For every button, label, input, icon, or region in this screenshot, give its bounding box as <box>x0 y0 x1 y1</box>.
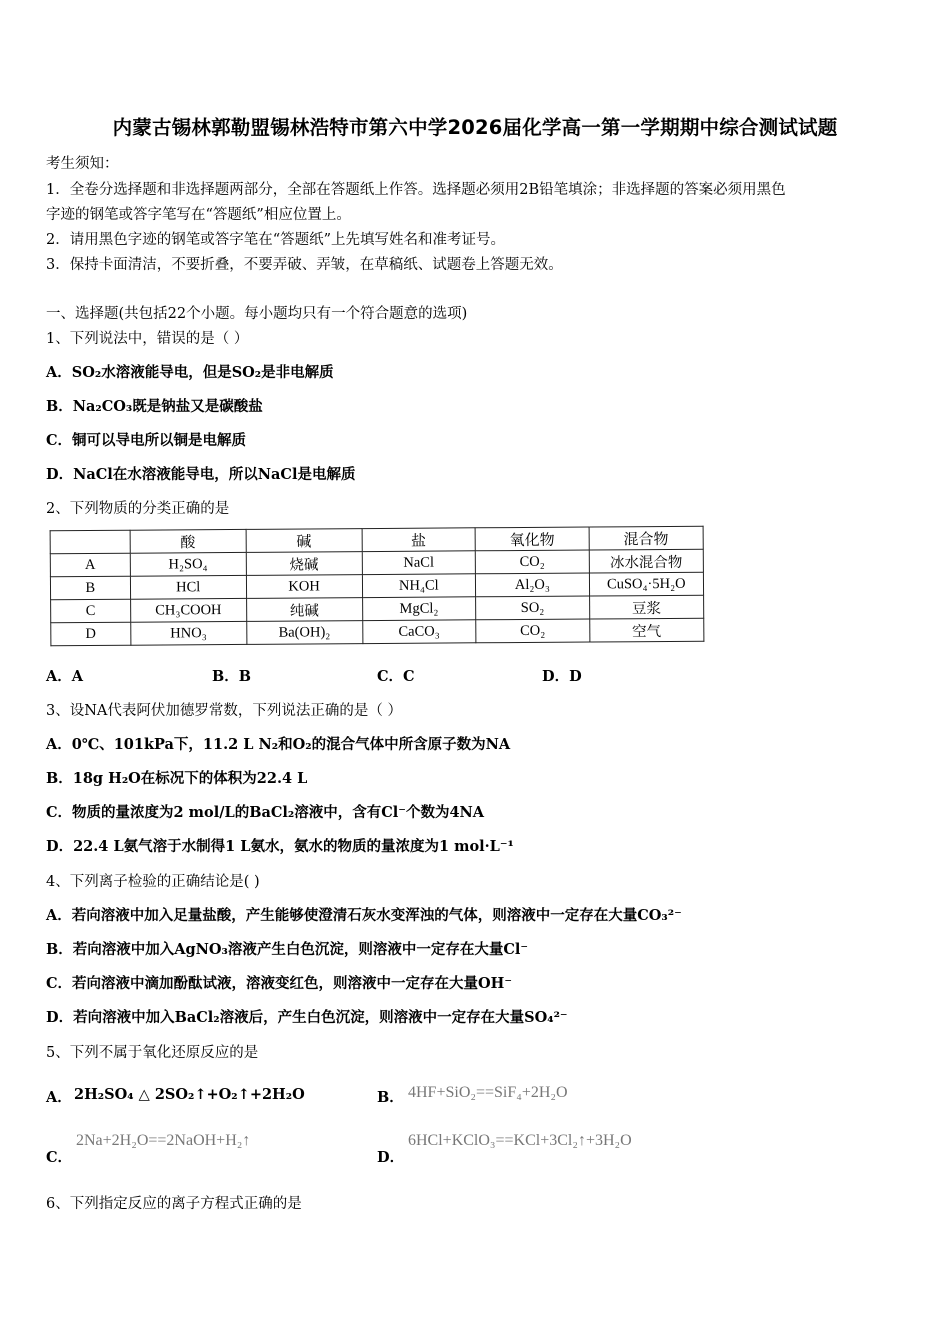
table-cell: CuSO₄·5H₂O <box>589 572 704 596</box>
table-cell: KOH <box>246 575 362 599</box>
q3-option-c: C．物质的量浓度为2 mol/L的BaCl₂溶液中，含有Cl⁻个数为4NA <box>46 804 485 821</box>
q5-options-row2 <box>46 1132 746 1168</box>
table-header-cell: 酸 <box>130 529 246 553</box>
q5-option-b: 4HF+SiO₂==SiF₄+2H₂O <box>408 1084 568 1101</box>
notice-item-1b: 字迹的钢笔或答字笔写在“答题纸”相应位置上。 <box>46 207 351 223</box>
table-cell: MgCl₂ <box>362 597 476 621</box>
table-cell: CO₂ <box>476 619 590 643</box>
q5-option-d: 6HCl+KClO₃==KCl+3Cl₂↑+3H₂O <box>408 1132 632 1149</box>
notice-item-2: 2．请用黑色字迹的钢笔或答字笔在“答题纸”上先填写姓名和准考证号。 <box>46 232 506 248</box>
table-cell: CaCO₃ <box>362 620 476 644</box>
q3-option-a: A．0℃、101kPa下，11.2 L N₂和O₂的混合气体中所含原子数为NA <box>46 736 511 753</box>
q5-stem: 5、下列不属于氧化还原反应的是 <box>46 1045 259 1061</box>
table-cell: HCl <box>130 575 246 599</box>
q2-option-d: D．D <box>542 668 582 685</box>
table-header-cell <box>50 530 130 554</box>
table-cell: 空气 <box>589 618 704 642</box>
q1-stem: 1、下列说法中，错误的是（ ） <box>46 331 249 347</box>
table-row <box>51 618 704 646</box>
table-cell: H₂SO₄ <box>130 552 246 576</box>
q2-options <box>46 665 746 685</box>
table-cell: 烧碱 <box>246 552 362 576</box>
table-cell: HNO₃ <box>130 621 246 645</box>
table-cell: 冰水混合物 <box>589 549 704 573</box>
table-header-cell: 盐 <box>362 528 476 552</box>
table-cell: A <box>50 553 130 577</box>
q5-option-d-label: D． <box>377 1149 405 1166</box>
q4-stem: 4、下列离子检验的正确结论是( ) <box>46 874 260 890</box>
q5-option-a: 2H₂SO₄ △ 2SO₂↑+O₂↑+2H₂O <box>74 1086 305 1103</box>
table-cell: CH₃COOH <box>130 598 246 622</box>
notice-heading: 考生须知： <box>46 156 119 172</box>
q1-option-a: A．SO₂水溶液能导电，但是SO₂是非电解质 <box>46 364 334 381</box>
q6-stem: 6、下列指定反应的离子方程式正确的是 <box>46 1196 302 1212</box>
q1-option-b: B．Na₂CO₃既是钠盐又是碳酸盐 <box>46 398 263 415</box>
q1-option-c: C．铜可以导电所以铜是电解质 <box>46 432 247 449</box>
notice-item-1a: 1．全卷分选择题和非选择题两部分，全部在答题纸上作答。选择题必须用2B铅笔填涂；非选择题的答案必须用黑色 <box>46 182 786 198</box>
q2-option-a: A．A <box>46 668 84 685</box>
q4-option-b: B．若向溶液中加入AgNO₃溶液产生白色沉淀，则溶液中一定存在大量Cl⁻ <box>46 941 529 958</box>
table-cell: Ba(OH)₂ <box>246 621 362 645</box>
q4-option-a: A．若向溶液中加入足量盐酸，产生能够使澄清石灰水变浑浊的气体，则溶液中一定存在大量CO₃²⁻ <box>46 907 682 924</box>
q4-option-d: D．若向溶液中加入BaCl₂溶液后，产生白色沉淀，则溶液中一定存在大量SO₄²⁻ <box>46 1009 568 1026</box>
q5-option-a-label: A． <box>46 1089 72 1106</box>
q3-option-d: D．22.4 L氨气溶于水制得1 L氨水，氨水的物质的量浓度为1 mol·L⁻¹ <box>46 838 514 855</box>
q2-stem: 2、下列物质的分类正确的是 <box>46 501 230 517</box>
table-cell: 豆浆 <box>589 595 704 619</box>
table-cell: SO₂ <box>476 596 590 620</box>
q5-option-c: 2Na+2H₂O==2NaOH+H₂↑ <box>76 1132 251 1149</box>
q1-option-d: D．NaCl在水溶液能导电，所以NaCl是电解质 <box>46 466 356 483</box>
q2-option-c: C．C <box>377 668 415 685</box>
q3-option-b: B．18g H₂O在标况下的体积为22.4 L <box>46 770 308 787</box>
table-header-cell: 氧化物 <box>475 527 589 551</box>
table-cell: C <box>51 599 131 623</box>
table-cell: CO₂ <box>475 550 589 574</box>
table-header-cell: 碱 <box>246 529 362 553</box>
q2-option-b: B．B <box>212 668 252 685</box>
classification-table <box>50 526 705 647</box>
table-header-cell: 混合物 <box>589 526 704 550</box>
table-cell: Al₂O₃ <box>476 573 590 597</box>
table-cell: NH₄Cl <box>362 574 476 598</box>
q5-option-c-label: C． <box>46 1149 73 1166</box>
q5-option-b-label: B． <box>377 1089 404 1106</box>
table-cell: D <box>51 622 131 646</box>
q5-options-row1 <box>46 1086 746 1110</box>
q3-stem: 3、设NA代表阿伏加德罗常数，下列说法正确的是（ ） <box>46 703 402 719</box>
table-cell: 纯碱 <box>246 598 362 622</box>
table-cell: B <box>50 576 130 600</box>
page-title: 内蒙古锡林郭勒盟锡林浩特市第六中学2026届化学高一第一学期期中综合测试试题 <box>112 116 838 139</box>
table-cell: NaCl <box>362 551 476 575</box>
notice-item-3: 3．保持卡面清洁，不要折叠，不要弄破、弄皱，在草稿纸、试题卷上答题无效。 <box>46 257 563 273</box>
section-heading: 一、选择题(共包括22个小题。每小题均只有一个符合题意的选项) <box>46 306 468 322</box>
q4-option-c: C．若向溶液中滴加酚酞试液，溶液变红色，则溶液中一定存在大量OH⁻ <box>46 975 513 992</box>
